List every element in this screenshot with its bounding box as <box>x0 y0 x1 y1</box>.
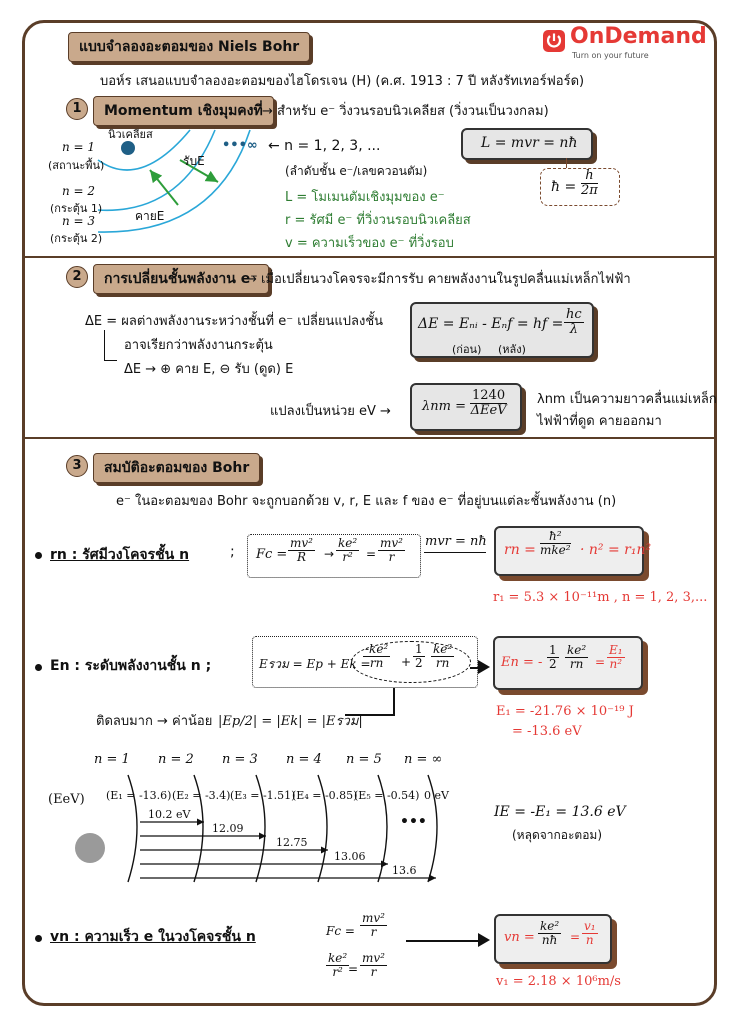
nucleus-label: นิวเคลียส <box>108 128 153 141</box>
section-intro-3: e⁻ ในอะตอมของ Bohr จะถูกบอกด้วย v, r, E และ f ของ e⁻ ที่อยู่บนแต่ละชั้นพลังงาน (n) <box>116 494 617 509</box>
delta-e-def: ΔE = ผลต่างพลังงานระหว่างชั้นที่ e⁻ เปลี่ยนแปลงชั้น <box>85 314 384 329</box>
E-sum: Eรวม = Ep + Ek = <box>259 657 371 671</box>
v-fc: Fc = <box>326 924 355 938</box>
r-mke2: mke² <box>540 543 571 558</box>
E-result-box <box>493 636 643 690</box>
nucleus-dot <box>121 141 135 155</box>
v-rb: r <box>370 965 377 980</box>
momentum-formula: L = mvr = nħ <box>481 135 578 151</box>
n3-label: n = 3 <box>62 214 96 228</box>
brand-tagline: Turn on your future <box>572 51 649 60</box>
E-relation-abs: |Ep/2| = |Ek| = |Eรวม| <box>218 714 363 729</box>
delta-e-sign: ΔE → ⊕ คาย E, ⊖ รับ (ดูด) E <box>124 362 294 377</box>
r1-value: r₁ = 5.3 × 10⁻¹¹m , n = 1, 2, 3,... <box>493 590 708 605</box>
v-ke2: ke² <box>328 951 348 965</box>
transition-4: 13.06 <box>334 850 366 863</box>
v-label: vn : ความเร็ว e ในวงโคจรชั้น n <box>50 929 256 945</box>
intro-text: บอห์ร เสนอแบบจำลองอะตอมของไฮโดรเจน (H) (ค.ศ. 1913 : 7 ปี หลังรัทเทอร์ฟอร์ด) <box>100 74 585 89</box>
r-separator: ; <box>230 544 235 560</box>
ionization-energy: IE = -E₁ = 13.6 eV <box>494 804 626 820</box>
lambda-den: λ <box>569 322 578 338</box>
v-res-v1: v₁ <box>584 919 596 933</box>
divider-1 <box>24 256 716 258</box>
E-res-half: 1 <box>549 643 557 657</box>
def-r: r = รัศมี e⁻ ที่วิ่งวนรอบนิวเคลียส <box>285 213 471 228</box>
n2-sub: (กระตุ้น 1) <box>50 202 103 215</box>
E1-joule: E₁ = -21.76 × 10⁻¹⁹ J <box>496 704 634 719</box>
page-title: แบบจำลองอะตอมของ Niels Bohr <box>68 32 310 62</box>
lambda-nm-label: λnm = <box>422 399 466 414</box>
E-label: En : ระดับพลังงานชั้น n ; <box>50 658 212 674</box>
r-result: rn = <box>504 542 536 558</box>
v1-value: v₁ = 2.18 × 10⁶m/s <box>496 974 621 989</box>
n-list-sub: (ลำดับชั้น e⁻/เลขควอนตัม) <box>285 164 428 178</box>
divider-2 <box>24 437 716 439</box>
nucleus-grey <box>75 833 105 863</box>
v-result: vn = <box>504 930 535 945</box>
level-value-1: (E₁ = -13.6) <box>106 789 172 802</box>
convert-label: แปลงเป็นหน่วย eV → <box>270 404 391 419</box>
E-result: En = - <box>501 655 543 670</box>
bullet-v <box>35 935 42 942</box>
v-mv2b: mv² <box>362 951 385 965</box>
n1240: 1240 <box>472 388 506 403</box>
more-levels: ••• <box>400 814 427 830</box>
level-value-inf: 0 eV <box>424 789 449 802</box>
section-number-1: 1 <box>66 98 88 120</box>
E-part1: -ke² <box>365 642 389 656</box>
n1-label: n = 1 <box>62 140 96 154</box>
v-res-ke2: ke² <box>540 919 560 933</box>
infinity-dots: •••∞ <box>222 138 258 153</box>
after-label: (หลัง) <box>498 343 526 356</box>
emit-label: คายE <box>135 209 165 223</box>
ionization-sub: (หลุดจากอะตอม) <box>512 828 603 842</box>
hc-num: hc <box>566 307 582 322</box>
E-plus: + <box>401 655 412 669</box>
hbar-label: ħ = <box>551 179 577 195</box>
hbar-den: 2π <box>581 183 598 199</box>
E-rn: rn <box>369 656 384 671</box>
v-r: r <box>370 925 377 940</box>
n3-sub: (กระตุ้น 2) <box>50 232 103 245</box>
v-result-box <box>494 914 612 964</box>
v-r2: r² <box>332 965 343 980</box>
section-title-3: สมบัติอะตอมของ Bohr <box>93 453 260 483</box>
level-n3: n = 3 <box>222 752 258 767</box>
v-arrow <box>406 940 482 942</box>
section-number-3: 3 <box>66 455 88 477</box>
delta-e-formula: ΔE = Eₙᵢ - Eₙf = hf = <box>418 316 564 332</box>
section-number-2: 2 <box>66 266 88 288</box>
E-two: 2 <box>415 656 423 671</box>
lambda-desc-1: λnm เป็นความยาวคลื่นแม่เหล็ก <box>537 392 717 407</box>
level-value-3: (E₃ = -1.51) <box>230 789 296 802</box>
E-res-E1: E₁ <box>609 643 623 657</box>
E1-ev: = -13.6 eV <box>512 724 582 739</box>
lambda-formula-box <box>410 383 522 431</box>
v-mv2: mv² <box>362 911 385 925</box>
bullet-E <box>35 664 42 671</box>
E-res-eq: = <box>595 655 606 669</box>
v-res-nh: nħ <box>541 933 558 948</box>
level-value-4: (E₄ = -0.85) <box>292 789 358 802</box>
section-note-1: → สำหรับ e⁻ วิ่งวนรอบนิวเคลียส (วิ่งวนเป็นวงกลม) <box>262 104 549 119</box>
level-n2: n = 2 <box>158 752 194 767</box>
delta-e-alias: อาจเรียกว่าพลังงานกระตุ้น <box>124 338 273 353</box>
brand-logo: OnDemand <box>570 24 707 49</box>
n2-label: n = 2 <box>62 184 96 198</box>
energy-ev-label: (EeV) <box>48 792 85 807</box>
bullet-r <box>35 552 42 559</box>
section-title-1: Momentum เชิงมุมคงที่ <box>93 96 274 126</box>
branch-arrow <box>104 330 117 361</box>
r-label: rn : รัศมีวงโคจรชั้น n <box>50 547 190 563</box>
connector <box>566 158 568 168</box>
r-result-box <box>494 526 652 576</box>
def-L: L = โมเมนตัมเชิงมุมของ e⁻ <box>285 190 445 205</box>
delta-e-ev: ΔEeV <box>470 403 507 419</box>
transition-5: 13.6 <box>392 864 417 877</box>
r-ke2: ke² <box>338 536 358 550</box>
level-value-5: (E₅ = -0.54) <box>354 789 420 802</box>
level-ninf: n = ∞ <box>404 752 443 767</box>
lambda-desc-2: ไฟฟ้าที่ดูด คายออกมา <box>537 414 662 429</box>
r-rb: r <box>388 550 395 565</box>
r-condition: mvr = nħ <box>425 534 487 549</box>
E-sum-box <box>252 636 478 688</box>
r-mv2: mv² <box>290 536 313 550</box>
E-ke2b: ke² <box>433 642 453 656</box>
power-icon <box>543 30 565 52</box>
hbar-num: h <box>581 169 598 184</box>
r-result-2: · n² = r₁n² <box>580 542 652 558</box>
r-r2: r² <box>342 550 353 565</box>
transition-2: 12.09 <box>212 822 244 835</box>
r-hbar2: ħ² <box>540 530 571 544</box>
E-relation: ติดลบมาก → ค่าน้อย <box>96 714 213 729</box>
section-note-2: → เมื่อเปลี่ยนวงโคจรจะมีการรับ คายพลังงานในรูปคลื่นแม่เหล็กไฟฟ้า <box>246 272 631 287</box>
E-res-ke2: ke² <box>567 643 587 657</box>
r-mv2b: mv² <box>380 536 403 550</box>
level-n5: n = 5 <box>346 752 382 767</box>
E-res-two: 2 <box>549 657 557 672</box>
r-fc: Fc = <box>256 547 288 562</box>
r-cond-arrow <box>424 552 486 553</box>
n-list: ← n = 1, 2, 3, ... <box>268 138 381 154</box>
v-res-eq: = <box>570 930 581 944</box>
level-n4: n = 4 <box>286 752 322 767</box>
hbar-box <box>540 168 620 206</box>
r-arrow: → <box>324 547 335 561</box>
level-n1: n = 1 <box>94 752 130 767</box>
r-R: R <box>296 550 306 565</box>
momentum-formula-box <box>461 128 593 160</box>
r-force-box: Fc = $\frac{\text{mv²}}{R}$ → $\frac{\text{ke²}}{\text{r²}}$ = $\frac{\text{mv²}}{r}$ <box>247 534 421 578</box>
E-res-rn: rn <box>569 657 584 672</box>
def-v: v = ความเร็วของ e⁻ ที่วิ่งรอบ <box>285 236 454 251</box>
absorb-label: รับE <box>183 154 205 168</box>
E-res-n2: n² <box>609 657 623 672</box>
before-label: (ก่อน) <box>452 343 482 356</box>
E-rnb: rn <box>435 656 450 671</box>
section-title-2: การเปลี่ยนชั้นพลังงาน e⁻ <box>93 264 269 294</box>
transition-3: 12.75 <box>276 836 308 849</box>
E-arrow-down <box>393 688 395 714</box>
transition-1: 10.2 eV <box>148 808 191 821</box>
level-value-2: (E₂ = -3.4) <box>172 789 231 802</box>
n1-sub: (สถานะพื้น) <box>48 159 105 172</box>
E-half: 1 <box>415 642 423 656</box>
delta-e-formula-box <box>410 302 594 358</box>
v-res-n: n <box>585 933 594 948</box>
